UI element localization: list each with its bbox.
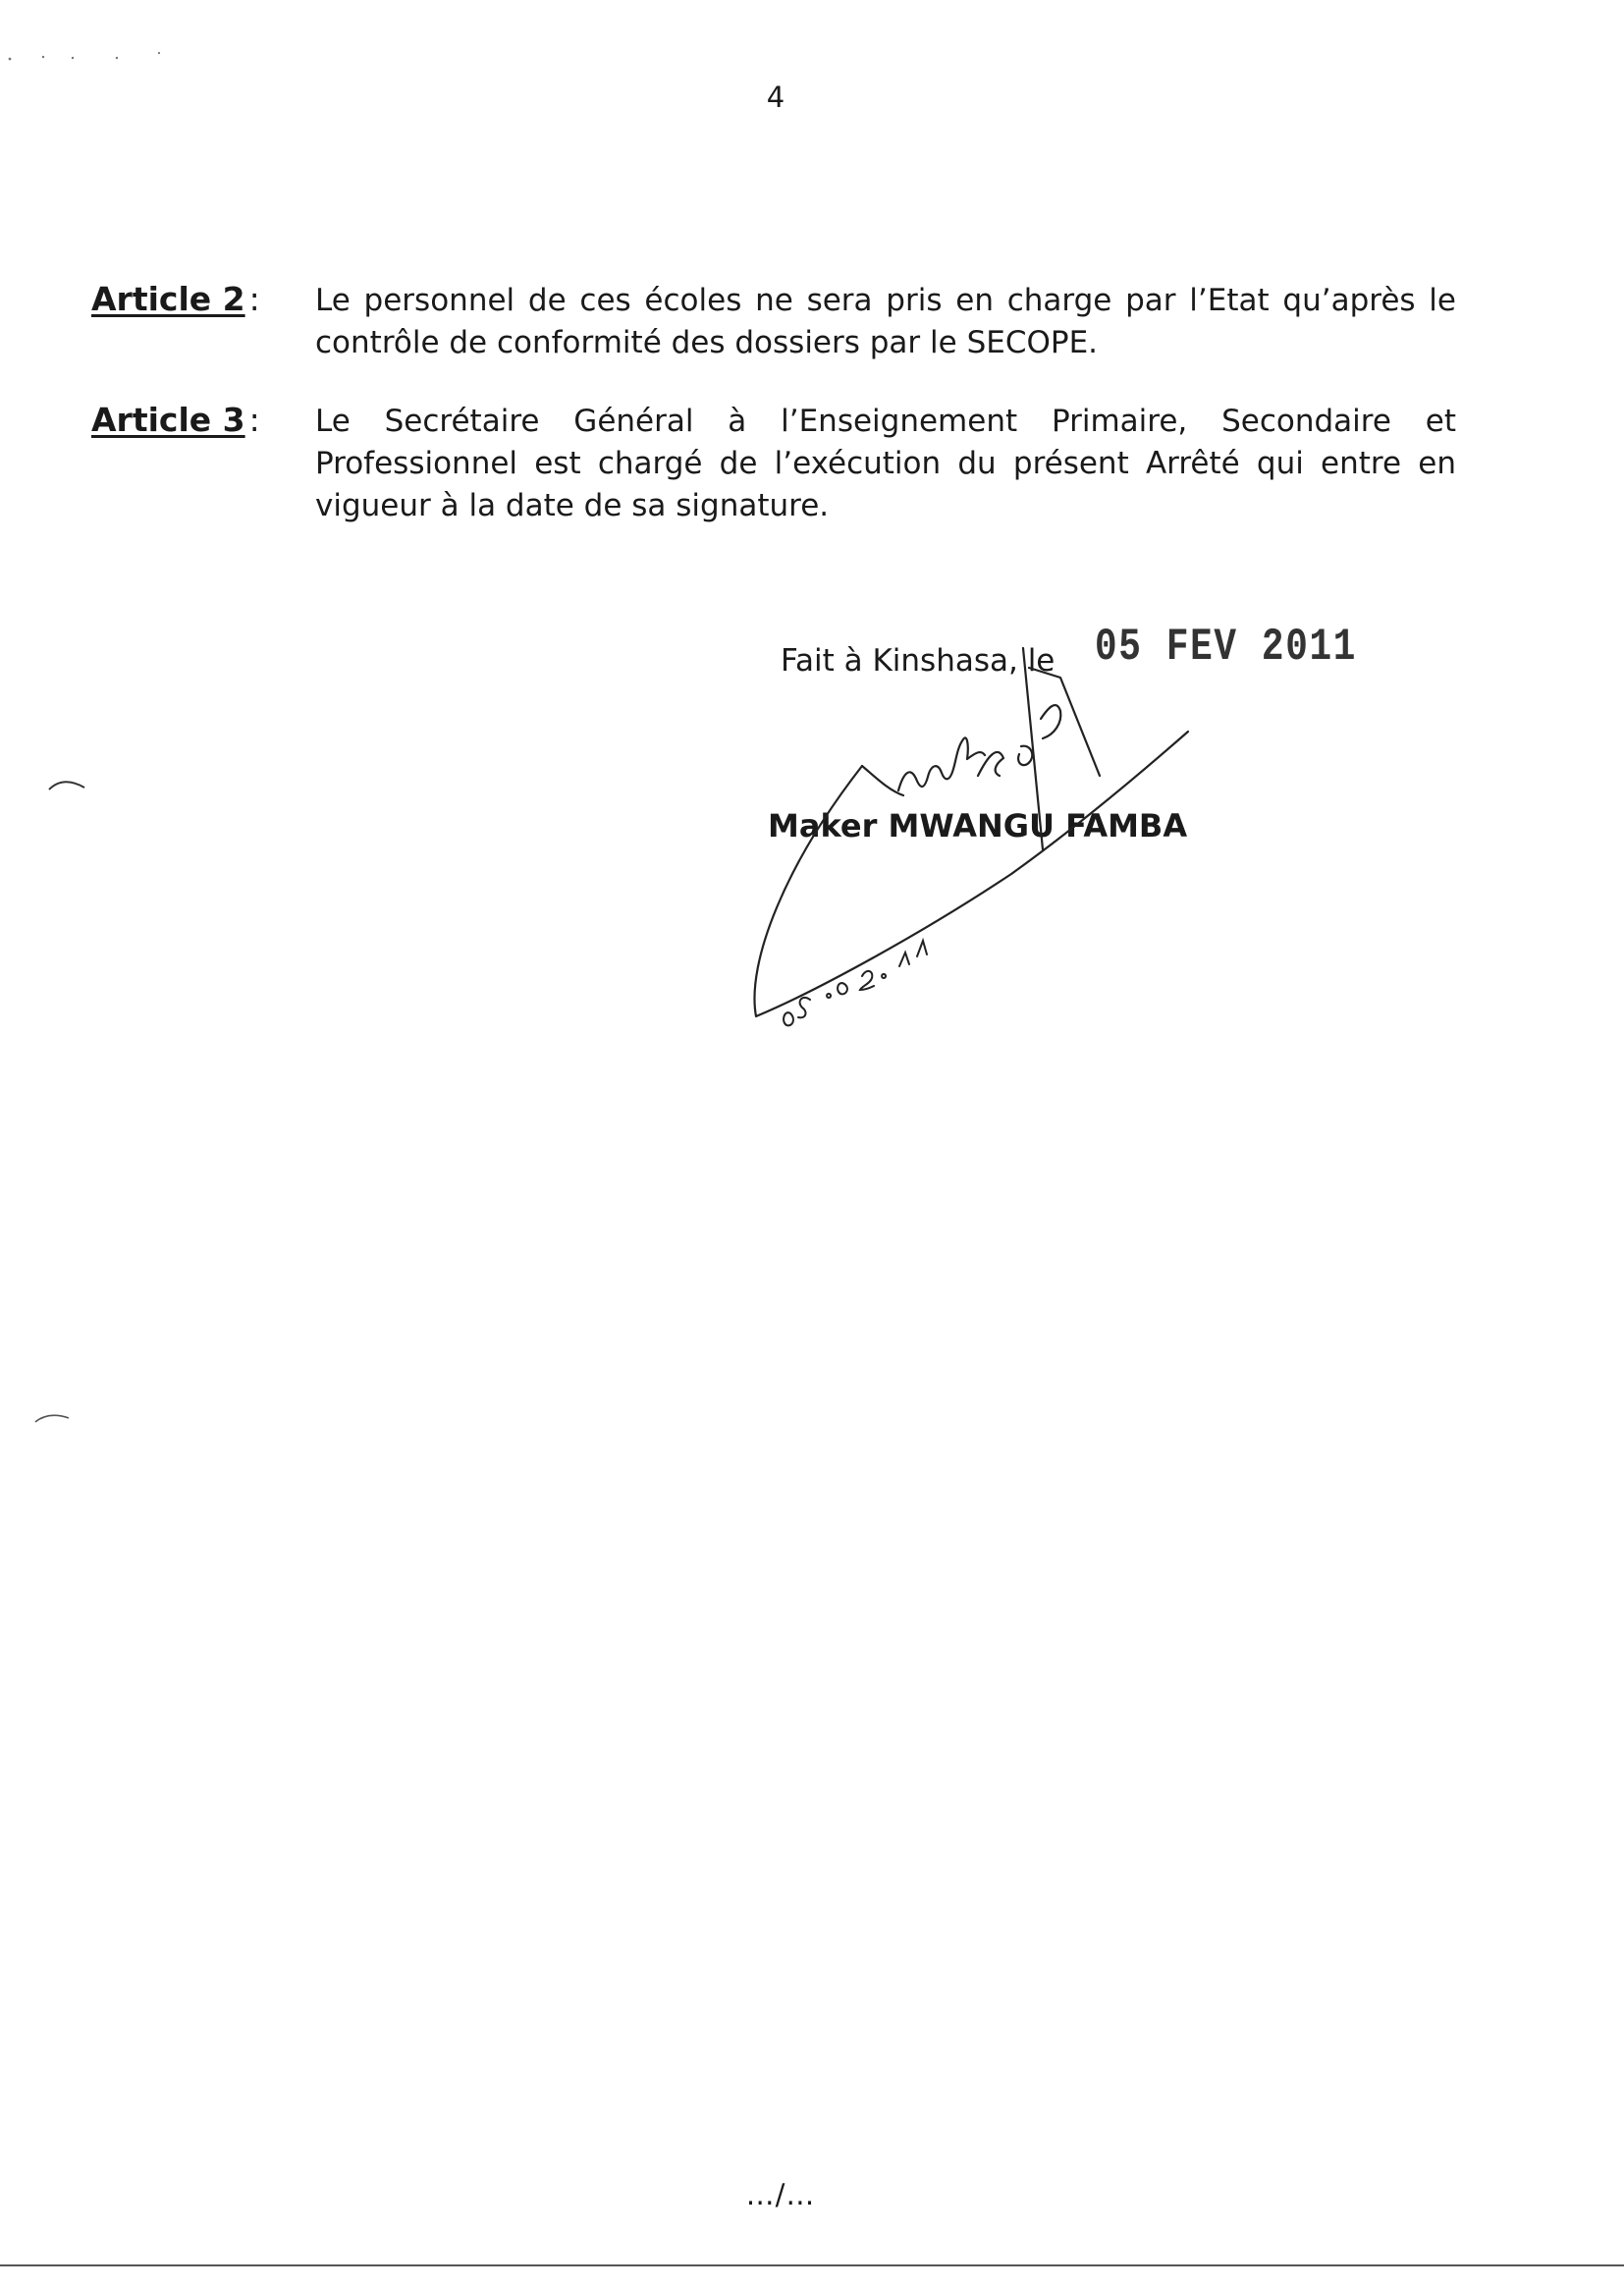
signer-name: Maker MWANGU FAMBA <box>768 807 1188 845</box>
article-label-colon: : <box>248 401 260 439</box>
article-3 <box>91 401 1466 548</box>
article-2 <box>91 280 1466 378</box>
stamped-date: 05 FEV 2011 <box>1095 622 1358 673</box>
article-body: Le personnel de ces écoles ne sera pris en charge par l’Etat qu’après le contrôle de conformité des dossiers par le SECOPE. <box>315 283 1456 360</box>
bottom-rule <box>0 2264 1624 2266</box>
article-body: Le Secrétaire Général à l’Enseignement Primaire, Secondaire et Professionnel est chargé de l’exécution du présent Arrêté qui entre en vigueur à la date de sa signature. <box>315 404 1456 523</box>
scan-artifact <box>33 1410 73 1426</box>
article-label <box>91 280 260 318</box>
handwritten-signature <box>727 628 1257 1051</box>
scan-artifact <box>4 49 171 63</box>
signature-place-date-line: Fait à Kinshasa, le <box>781 643 1056 679</box>
page-number: 4 <box>766 81 785 114</box>
article-label <box>91 401 260 439</box>
scan-artifact <box>47 776 86 795</box>
page-continuation-mark: …/… <box>745 2178 816 2211</box>
handwritten-date <box>784 941 927 1025</box>
article-label-text: Article 2 <box>91 280 245 318</box>
article-label-colon: : <box>248 280 260 318</box>
article-label-text: Article 3 <box>91 401 245 439</box>
